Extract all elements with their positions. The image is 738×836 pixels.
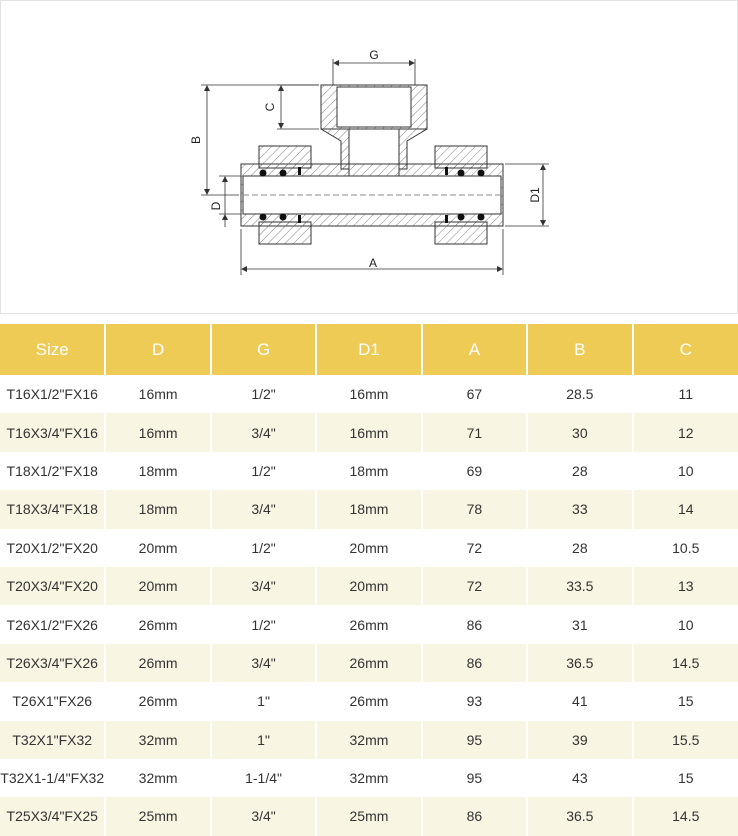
cell-b: 30: [527, 413, 632, 451]
table-row: [0, 490, 738, 528]
cell-b: 39: [527, 721, 632, 759]
cell-a: 67: [422, 375, 527, 413]
cell-g: 3/4": [211, 413, 316, 451]
tee-fitting-drawing: [1, 1, 737, 313]
cell-size: T25X3/4"FX25: [0, 797, 105, 835]
cell-a: 78: [422, 490, 527, 528]
cell-d: 18mm: [105, 452, 210, 490]
cell-d: 18mm: [105, 490, 210, 528]
cell-g: 3/4": [211, 644, 316, 682]
cell-b: 41: [527, 682, 632, 720]
table-row: [0, 567, 738, 605]
cell-d1: 20mm: [316, 529, 421, 567]
cell-g: 1": [211, 721, 316, 759]
table-row: [0, 529, 738, 567]
cell-size: T18X3/4"FX18: [0, 490, 105, 528]
fitting-outline: [241, 85, 503, 244]
table-row: [0, 452, 738, 490]
cell-size: T32X1"FX32: [0, 721, 105, 759]
cell-c: 10: [633, 452, 738, 490]
cell-d1: 18mm: [316, 490, 421, 528]
table-row: [0, 644, 738, 682]
cell-d1: 26mm: [316, 682, 421, 720]
cell-b: 36.5: [527, 797, 632, 835]
cell-a: 95: [422, 759, 527, 797]
cell-size: T18X1/2"FX18: [0, 452, 105, 490]
cell-g: 3/4": [211, 797, 316, 835]
cell-g: 3/4": [211, 490, 316, 528]
cell-c: 12: [633, 413, 738, 451]
technical-drawing-panel: [0, 0, 738, 314]
table-row: [0, 605, 738, 643]
cell-d1: 32mm: [316, 721, 421, 759]
table-row: [0, 721, 738, 759]
cell-c: 10: [633, 605, 738, 643]
cell-a: 86: [422, 644, 527, 682]
cell-a: 86: [422, 797, 527, 835]
cell-a: 93: [422, 682, 527, 720]
cell-c: 11: [633, 375, 738, 413]
cell-c: 15: [633, 682, 738, 720]
cell-d1: 26mm: [316, 644, 421, 682]
cell-a: 71: [422, 413, 527, 451]
table-row: [0, 413, 738, 451]
label-g: G: [369, 48, 379, 62]
table-row: [0, 797, 738, 835]
cell-g: 1": [211, 682, 316, 720]
cell-size: T26X1"FX26: [0, 682, 105, 720]
cell-g: 1/2": [211, 529, 316, 567]
cell-b: 43: [527, 759, 632, 797]
label-c: C: [263, 102, 278, 112]
cell-d1: 20mm: [316, 567, 421, 605]
cell-c: 15.5: [633, 721, 738, 759]
cell-g: 1/2": [211, 452, 316, 490]
header-b: B: [527, 324, 632, 375]
label-d1: D1: [528, 187, 543, 203]
header-g: G: [211, 324, 316, 375]
cell-c: 15: [633, 759, 738, 797]
cell-g: 1/2": [211, 375, 316, 413]
cell-d: 26mm: [105, 682, 210, 720]
cell-d: 16mm: [105, 413, 210, 451]
cell-b: 31: [527, 605, 632, 643]
cell-d1: 16mm: [316, 375, 421, 413]
cell-d1: 32mm: [316, 759, 421, 797]
header-d1: D1: [316, 324, 421, 375]
label-a: A: [368, 256, 378, 270]
cell-c: 14.5: [633, 644, 738, 682]
cell-b: 33: [527, 490, 632, 528]
cell-size: T16X3/4"FX16: [0, 413, 105, 451]
cell-g: 1-1/4": [211, 759, 316, 797]
cell-b: 28: [527, 452, 632, 490]
cell-c: 14: [633, 490, 738, 528]
label-d: D: [209, 201, 224, 211]
cell-b: 33.5: [527, 567, 632, 605]
cell-c: 10.5: [633, 529, 738, 567]
cell-size: T26X1/2"FX26: [0, 605, 105, 643]
table-row: [0, 682, 738, 720]
cell-d: 20mm: [105, 567, 210, 605]
header-d: D: [105, 324, 210, 375]
specification-table: [0, 324, 738, 836]
cell-b: 36.5: [527, 644, 632, 682]
table-header-row: [0, 324, 738, 375]
cell-a: 69: [422, 452, 527, 490]
header-c: C: [633, 324, 738, 375]
cell-c: 13: [633, 567, 738, 605]
cell-size: T20X1/2"FX20: [0, 529, 105, 567]
cell-size: T16X1/2"FX16: [0, 375, 105, 413]
cell-d: 26mm: [105, 605, 210, 643]
cell-c: 14.5: [633, 797, 738, 835]
header-a: A: [422, 324, 527, 375]
cell-a: 86: [422, 605, 527, 643]
cell-a: 72: [422, 567, 527, 605]
cell-g: 3/4": [211, 567, 316, 605]
cell-d: 25mm: [105, 797, 210, 835]
cell-size: T20X3/4"FX20: [0, 567, 105, 605]
table-row: [0, 375, 738, 413]
cell-a: 95: [422, 721, 527, 759]
label-b: B: [189, 135, 204, 145]
table-row: [0, 759, 738, 797]
cell-b: 28.5: [527, 375, 632, 413]
cell-size: T26X3/4"FX26: [0, 644, 105, 682]
cell-b: 28: [527, 529, 632, 567]
header-size: Size: [0, 324, 105, 375]
cell-a: 72: [422, 529, 527, 567]
cell-d: 32mm: [105, 759, 210, 797]
cell-d1: 25mm: [316, 797, 421, 835]
cell-g: 1/2": [211, 605, 316, 643]
cell-d1: 26mm: [316, 605, 421, 643]
cell-size: T32X1-1/4"FX32: [0, 759, 105, 797]
cell-d: 32mm: [105, 721, 210, 759]
cell-d: 26mm: [105, 644, 210, 682]
cell-d1: 16mm: [316, 413, 421, 451]
cell-d1: 18mm: [316, 452, 421, 490]
cell-d: 16mm: [105, 375, 210, 413]
cell-d: 20mm: [105, 529, 210, 567]
